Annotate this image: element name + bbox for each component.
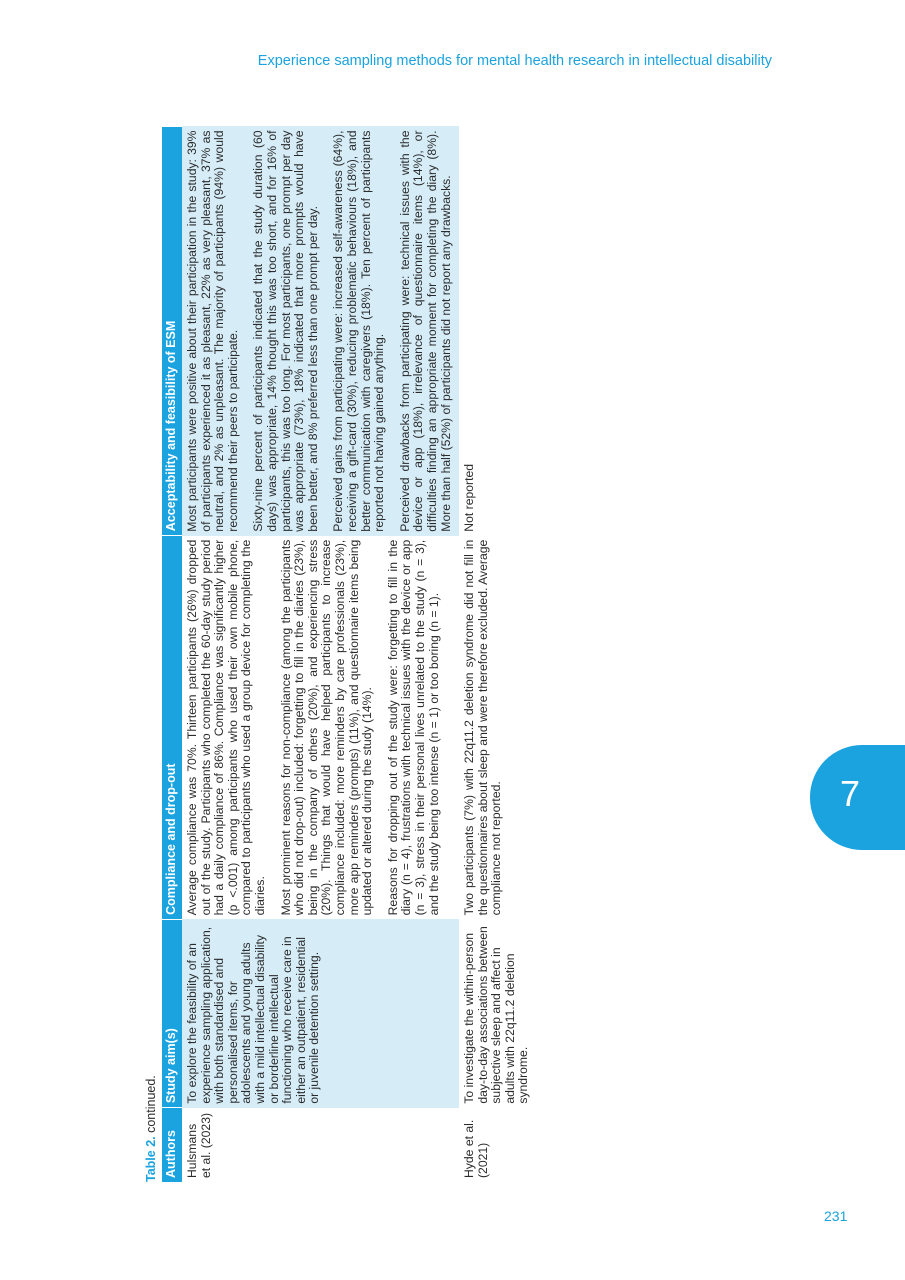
header-authors: Authors (162, 1108, 182, 1182)
table-row (459, 127, 537, 1183)
acceptability-paragraph: Perceived drawbacks from participating were: technical issues with the device or app (18%), irrelevance of questionnaire items (14%), or difficulties finding an appropriate moment for completing the diary (8%). More than half (52%) of participants did not report any drawbacks. (397, 130, 453, 532)
page-number: 231 (824, 1208, 848, 1224)
acceptability-paragraph: Perceived gains from participating were: increased self-awareness (64%), receiving a gift-card (30%), reducing problematic behaviours (18%), and better communication with caregivers (18%). Ten percent of participants reported not having gained anything. (331, 130, 387, 532)
results-table (162, 126, 537, 1182)
compliance-paragraph: Two participants (7%) with 22q11.2 deletion syndrome did not fill in the questionnaires about sleep and were therefore excluded. Average compliance not reported. (462, 539, 504, 916)
header-compliance: Compliance and drop-out (162, 536, 182, 920)
cell-compliance (182, 536, 459, 920)
cell-acceptability (459, 127, 537, 536)
cell-authors: Hulsmans et al. (2023) (182, 1108, 459, 1182)
cell-aim: To investigate the within-person day-to-day associations between subjective sleep and affect in adults with 22q11.2 deletion syndrome. (459, 919, 537, 1107)
rotated-table-block (141, 126, 771, 1182)
acceptability-paragraph: Not reported (462, 463, 477, 532)
cell-acceptability (182, 127, 459, 536)
header-acceptability: Acceptability and feasibility of ESM (162, 127, 182, 536)
chapter-number: 7 (840, 773, 861, 814)
running-title: Experience sampling methods for mental health research in intellectual disability (257, 53, 772, 69)
header-study-aims: Study aim(s) (162, 919, 182, 1107)
cell-aim: To explore the feasibility of an experience sampling application, with both standardised and personalised items, for adolescents and young adults with a mild intellectual disability or borderline intellectual functioning who receive care in either an outpatient, residential or juvenile detention setting. (182, 919, 459, 1107)
acceptability-paragraph: Sixty-nine percent of participants indicated that the study duration (60 days) was appropriate, 14% thought this was too short, and for 16% of participants, this was too long. For most participants, one prompt per day was appropriate (73%), 18% indicated that more prompts would have been better, and 8% preferred less than one prompt per day. (251, 130, 320, 532)
compliance-paragraph: Reasons for dropping out of the study were: forgetting to fill in the diary (n = 4), frustrations with technical issues with the device or app (n = 3), stress in their personal lives unrelated to the study (n = 3), and the study being too intense (n = 1) or too boring (n = 1). (385, 539, 441, 916)
table-row (182, 127, 459, 1183)
table-caption-label: Table 2. (144, 1136, 158, 1182)
chapter-tab (810, 745, 905, 850)
compliance-paragraph: Average compliance was 70%. Thirteen participants (26%) dropped out of the study. Participants who completed the 60-day study period had a daily compliance of 86%. Compliance was significantly higher (p <.001) among participants who used their own mobile phone, compared to participants who used a group device for completing the diaries. (185, 539, 267, 916)
table-header-row (162, 127, 182, 1183)
table-caption (141, 126, 162, 1182)
table-caption-text: continued. (144, 1075, 158, 1137)
cell-compliance (459, 536, 537, 920)
compliance-paragraph: Most prominent reasons for non-compliance (among the participants who did not drop-out) included: forgetting to fill in the diaries (23%), being in the company of others (20%), and experiencing stress (20%). Things that would have helped participants to increase compliance included: more reminders by care professionals (23%), more app reminders (prompts) (11%), and questionnaire items being updated or altered during the study (14%). (278, 539, 375, 916)
acceptability-paragraph: Most participants were positive about their participation in the study: 39% of participants experienced it as pleasant, 22% as very pleasant, 37% as neutral, and 2% as unpleasant. The majority of participants (94%) would recommend their peers to participate. (185, 130, 240, 532)
cell-authors: Hyde et al. (2021) (459, 1108, 537, 1182)
